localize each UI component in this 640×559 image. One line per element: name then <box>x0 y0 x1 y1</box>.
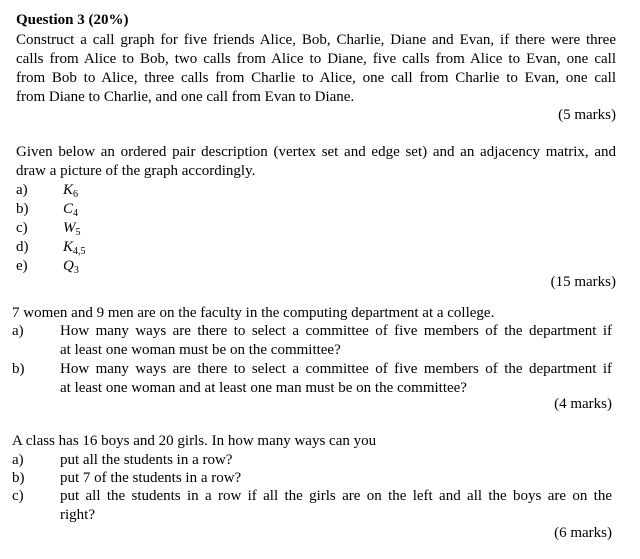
part4-item-line: right? <box>60 507 95 523</box>
part1-line: calls from Alice to Bob, two calls from Alice to Diane, five calls from Alice to Evan, one call <box>16 51 616 67</box>
part1-line: from Diane to Charlie, and one call from Evan to Diane. <box>16 89 355 105</box>
part1-marks: (5 marks) <box>558 107 616 123</box>
part3-item-line: How many ways are there to select a committee of five members of the department if <box>60 323 612 339</box>
graph-notation: $Q_3$ <box>63 258 79 276</box>
part3-marks: (4 marks) <box>554 396 612 412</box>
part2-marks: (15 marks) <box>550 274 616 290</box>
part2-item-label: c) <box>16 220 28 236</box>
part2-line: draw a picture of the graph accordingly. <box>16 163 256 179</box>
part4-item-label: b) <box>12 470 25 486</box>
part3-item-line: at least one woman must be on the committee? <box>60 342 341 358</box>
part3-item-line: at least one woman and at least one man must be on the committee? <box>60 380 467 396</box>
part2-item-label: d) <box>16 239 29 255</box>
part4-marks: (6 marks) <box>554 525 612 541</box>
part1-line: Construct a call graph for five friends Alice, Bob, Charlie, Diane and Evan, if there were three <box>16 32 616 48</box>
part4-item-line: put all the students in a row if all the girls are on the left and all the boys are on the <box>60 488 612 504</box>
part3-item-label: b) <box>12 361 25 377</box>
graph-notation: $C_4$ <box>63 201 79 219</box>
part4-item-line: put 7 of the students in a row? <box>60 470 242 486</box>
part2-item-label: e) <box>16 258 28 274</box>
part2-line: Given below an ordered pair description (vertex set and edge set) and an adjacency matrix, and <box>16 144 616 160</box>
part4-item-line: put all the students in a row? <box>60 452 233 468</box>
graph-notation: $K_6$ <box>63 182 79 200</box>
part3-intro: 7 women and 9 men are on the faculty in the computing department at a college. <box>12 305 495 321</box>
part4-item-label: c) <box>12 488 24 504</box>
part4-intro: A class has 16 boys and 20 girls. In how many ways can you <box>12 433 377 449</box>
graph-notation: $W_5$ <box>63 220 81 238</box>
graph-notation: $K_{4,5}$ <box>63 239 86 257</box>
part3-item-line: How many ways are there to select a committee of five members of the department if <box>60 361 612 377</box>
question-title: Question 3 (20%) <box>16 12 129 28</box>
part2-item-label: b) <box>16 201 29 217</box>
part1-line: from Bob to Alice, three calls from Charlie to Alice, one call from Charlie to Evan, one call <box>16 70 616 86</box>
part2-item-label: a) <box>16 182 28 198</box>
part4-item-label: a) <box>12 452 24 468</box>
part3-item-label: a) <box>12 323 24 339</box>
